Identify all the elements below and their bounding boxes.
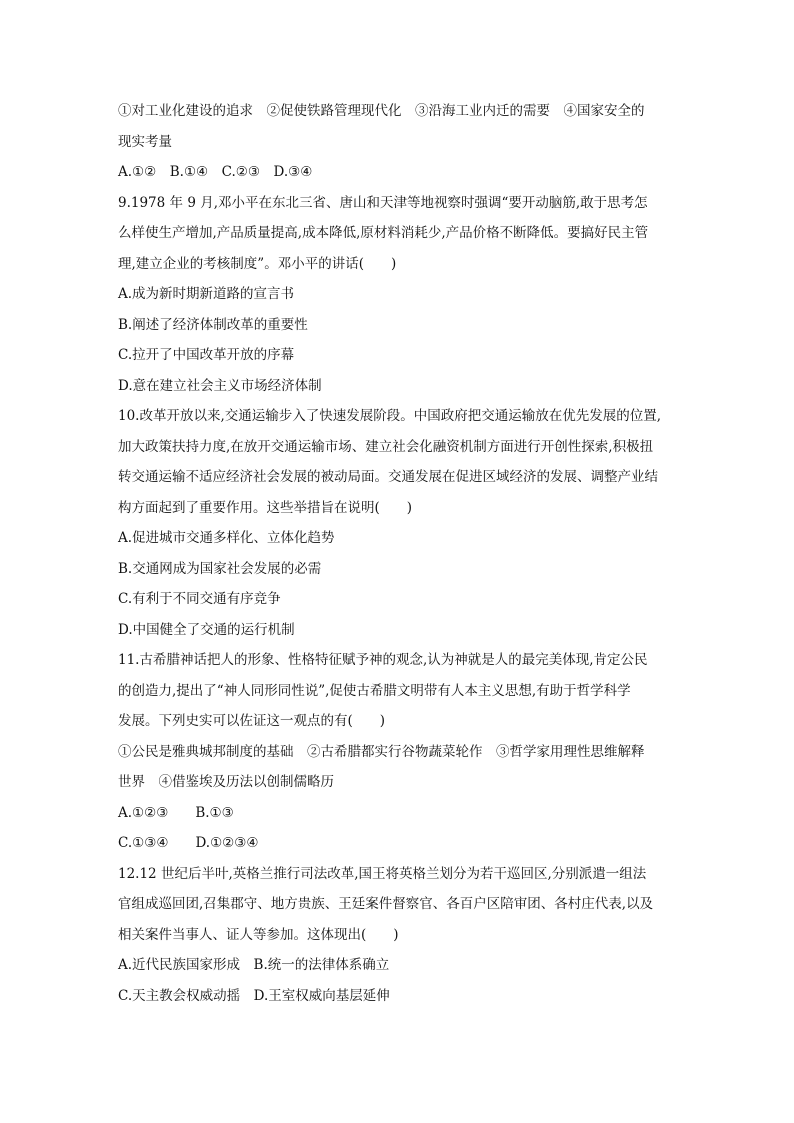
q10-stem-line-4: 构方面起到了重要作用。这些举措旨在说明( ) (118, 499, 413, 516)
q12-stem-line-2: 官组成巡回团,召集郡守、地方贵族、王廷案件督察官、各百户区陪审团、各村庄代表,以及 (118, 896, 654, 912)
q10-stem-line-2: 加大政策扶持力度,在放开交通运输市场、建立社会化融资机制方面进行开创性探索,积极扭 (118, 438, 654, 455)
q10-option-b: B.交通网成为国家社会发展的必需 (118, 560, 322, 577)
q10-option-a: A.促进城市交通多样化、立体化趋势 (118, 530, 335, 546)
q12-options-ab: A.近代民族国家形成 B.统一的法律体系确立 (118, 957, 390, 973)
q11-stem-line-3: 发展。下列史实可以佐证这一观点的有( ) (118, 713, 386, 729)
q12-options-cd: C.天主教会权威动摇 D.王室权威向基层延伸 (118, 987, 390, 1004)
q11-stem-line-1: 11.古希腊神话把人的形象、性格特征赋予神的观念,认为神就是人的最完美体现,肯定公民 (118, 652, 648, 668)
q9-stem-line-3: 理,建立企业的考核制度”。邓小平的讲话( ) (118, 255, 397, 272)
exam-page (118, 96, 678, 1011)
q10-stem-line-3: 转交通运输不适应经济社会发展的被动局面。交通发展在促进区域经济的发展、调整产业结 (118, 469, 658, 485)
q11-options-cd: C.①③④ D.①②③④ (118, 835, 259, 851)
q8-options: A.①② B.①④ C.②③ D.③④ (118, 164, 313, 180)
q10-option-d: D.中国健全了交通的运行机制 (118, 621, 295, 638)
q9-option-d: D.意在建立社会主义市场经济体制 (118, 377, 322, 394)
q10-stem-line-1: 10.改革开放以来,交通运输步入了快速发展阶段。中国政府把交通运输放在优先发展的位置, (118, 408, 662, 424)
q11-options-ab: A.①②③ B.①③ (118, 804, 234, 821)
q9-stem-line-1: 9.1978 年 9 月,邓小平在东北三省、唐山和天津等地视察时强调“要开动脑筋,敢于思考怎 (118, 194, 648, 211)
q9-option-b: B.阐述了经济体制改革的重要性 (118, 316, 308, 333)
q12-stem-line-3: 相关案件当事人、证人等参加。这体现出( ) (118, 926, 399, 943)
q11-statements-line-1: ①公民是雅典城邦制度的基础 ②古希腊都实行谷物蔬菜轮作 ③哲学家用理性思维解释 (118, 743, 645, 760)
q8-statements-line-1: ①对工业化建设的追求 ②促使铁路管理现代化 ③沿海工业内迁的需要 ④国家安全的 (118, 103, 645, 119)
q11-statements-line-2: 世界 ④借鉴埃及历法以创制儒略历 (118, 774, 334, 790)
q12-stem-line-1: 12.12 世纪后半叶,英格兰推行司法改革,国王将英格兰划分为若干巡回区,分别派遣一组法 (118, 865, 647, 882)
q9-stem-line-2: 么样使生产增加,产品质量提高,成本降低,原材料消耗少,产品价格不断降低。要搞好民主管 (118, 225, 649, 241)
q10-option-c: C.有利于不同交通有序竞争 (118, 591, 281, 607)
q9-option-a: A.成为新时期新道路的宣言书 (118, 286, 295, 302)
q8-statements-line-2: 现实考量 (118, 133, 172, 150)
q11-stem-line-2: 的创造力,提出了“神人同形同性说”,促使古希腊文明带有人本主义思想,有助于哲学科学 (118, 682, 631, 699)
q9-option-c: C.拉开了中国改革开放的序幕 (118, 347, 295, 363)
